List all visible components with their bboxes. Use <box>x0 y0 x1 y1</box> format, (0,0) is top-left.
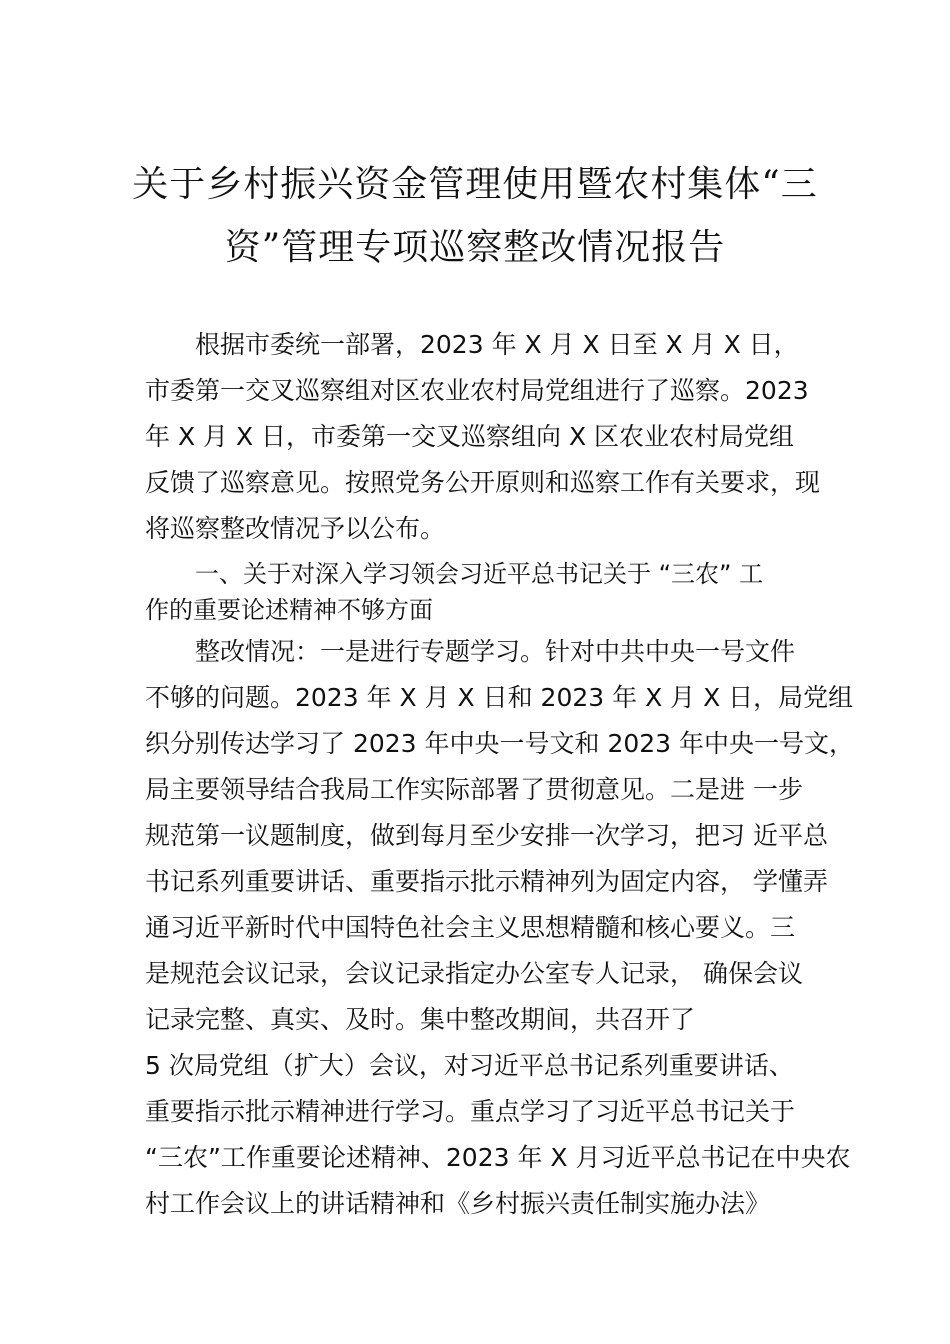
paragraph-line: 重要指示批示精神进行学习。重点学习了习近平总书记关于 <box>145 1097 796 1126</box>
paragraph-line: 村工作会议上的讲话精神和《乡村振兴责任制实施办法》 <box>145 1189 771 1218</box>
paragraph-line: 市委第一交叉巡察组对区农业农村局党组进行了巡察。2023 <box>145 376 809 405</box>
paragraph-line: 书记系列重要讲话、重要指示批示精神列为固定内容， 学懂弄 <box>145 867 828 896</box>
paragraph-line: 将巡察整改情况予以公布。 <box>145 514 446 543</box>
document-title-line-1: 关于乡村振兴资金管理使用暨农村集体“三 <box>132 164 818 205</box>
paragraph-line: 5 次局党组（扩大）会议，对习近平总书记系列重要讲话、 <box>145 1051 794 1080</box>
paragraph-line: 局主要领导结合我局工作实际部署了贯彻意见。二是进 一步 <box>145 775 803 804</box>
paragraph-line: “三农”工作重要论述精神、2023 年 X 月习近平总书记在中央农 <box>145 1143 851 1172</box>
paragraph-line: 整改情况：一是进行专题学习。针对中共中央一号文件 <box>195 637 796 666</box>
paragraph-line: 根据市委统一部署，2023 年 X 月 X 日至 X 月 X 日， <box>195 330 799 359</box>
section-heading-line-1: 一、关于对深入学习领会习近平总书记关于 “三农” 工 <box>195 560 764 588</box>
paragraph-line: 织分别传达学习了 2023 年中央一号文和 2023 年中央一号文， <box>145 729 855 758</box>
paragraph-line: 是规范会议记录，会议记录指定办公室专人记录， 确保会议 <box>145 959 803 988</box>
section-heading-line-2: 作的重要论述精神不够方面 <box>145 596 433 624</box>
paragraph-line: 通习近平新时代中国特色社会主义思想精髓和核心要义。三 <box>145 913 796 942</box>
document-title-line-2: 资”管理专项巡察整改情况报告 <box>224 227 726 268</box>
paragraph-line: 记录完整、真实、及时。集中整改期间，共召开了 <box>145 1005 696 1034</box>
paragraph-line: 规范第一议题制度，做到每月至少安排一次学习，把习 近平总 <box>145 821 828 850</box>
paragraph-line: 不够的问题。2023 年 X 月 X 日和 2023 年 X 月 X 日，局党组 <box>145 683 854 712</box>
paragraph-line: 反馈了巡察意见。按照党务公开原则和巡察工作有关要求，现 <box>145 468 821 497</box>
paragraph-line: 年 X 月 X 日，市委第一交叉巡察组向 X 区农业农村局党组 <box>145 422 795 451</box>
